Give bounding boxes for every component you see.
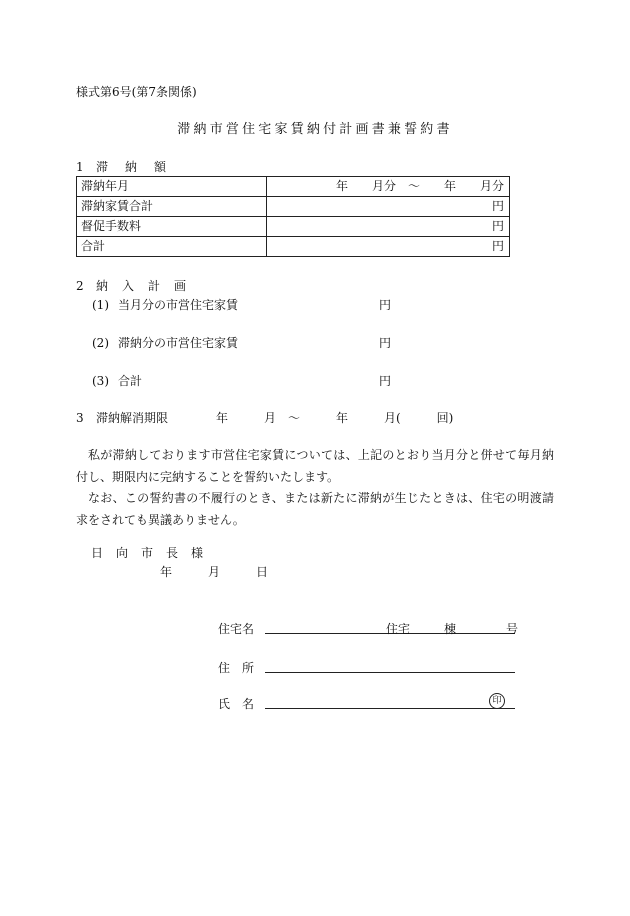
- name-label: 氏 名: [218, 697, 255, 711]
- plan-item-label: 滞納分の市営住宅家賃: [118, 336, 239, 350]
- housing-name-label: 住宅名: [218, 622, 255, 636]
- plan-item: [92, 375, 412, 389]
- name-field[interactable]: [218, 693, 518, 711]
- section1-heading: [76, 161, 183, 173]
- plan-item-number: (3): [92, 374, 109, 388]
- arrears-table: [76, 176, 510, 257]
- plan-item-label: 合計: [118, 374, 143, 388]
- row-label: 督促手数料: [77, 217, 267, 237]
- section2-title: 納入計画: [96, 279, 201, 293]
- pledge-paragraph-1: 私が滞納しております市営住宅家賃については、上記のとおり当月分と併せて毎月納付し、期限内に完納することを誓約いたします。: [76, 448, 554, 484]
- plan-item-unit[interactable]: 円: [379, 298, 392, 312]
- row-label: 滞納年月: [77, 177, 267, 197]
- row-label: 滞納家賃合計: [77, 197, 267, 217]
- plan-item: [92, 337, 412, 351]
- underline: [265, 708, 515, 709]
- plan-item-unit[interactable]: 円: [379, 336, 392, 350]
- building-suffix: 棟: [444, 622, 457, 636]
- section1-title: 滞納額: [96, 160, 184, 174]
- document-title: 滞納市営住宅家賃納付計画書兼誓約書: [177, 122, 453, 137]
- form-number: 様式第6号(第7条関係): [76, 85, 197, 99]
- pledge-text: [76, 445, 554, 531]
- row-label: 合計: [77, 237, 267, 257]
- row-value-fee[interactable]: 円: [267, 217, 510, 237]
- table-row: [77, 237, 510, 257]
- plan-item-number: (2): [92, 336, 109, 350]
- housing-suffix: 住宅: [386, 622, 411, 636]
- pledge-paragraph-2: なお、この誓約書の不履行のとき、または新たに滞納が生じたときは、住宅の明渡請求をされても異議ありません。: [76, 491, 554, 527]
- table-row: [77, 177, 510, 197]
- section1-number: 1: [76, 160, 84, 174]
- row-value-total[interactable]: 円: [267, 237, 510, 257]
- address-field[interactable]: [218, 657, 518, 675]
- seal-icon: 印: [489, 693, 505, 709]
- underline: [265, 672, 515, 673]
- date-line[interactable]: 年 月 日: [160, 565, 269, 579]
- row-value-rent-total[interactable]: 円: [267, 197, 510, 217]
- section2-number: 2: [76, 279, 84, 293]
- plan-item-unit[interactable]: 円: [379, 374, 392, 388]
- table-row: [77, 197, 510, 217]
- section3-number: 3: [76, 411, 84, 425]
- address-label: 住 所: [218, 661, 255, 675]
- section2-heading: [76, 280, 200, 292]
- plan-item-number: (1): [92, 298, 109, 312]
- housing-name-field[interactable]: [218, 618, 518, 636]
- section3-deadline: [76, 412, 453, 424]
- plan-item: [92, 299, 412, 313]
- row-value-period[interactable]: 年 月分 ～ 年 月分: [267, 177, 510, 197]
- section3-text[interactable]: 滞納解消期限 年 月 ～ 年 月( 回): [96, 411, 454, 425]
- plan-item-label: 当月分の市営住宅家賃: [118, 298, 239, 312]
- table-row: [77, 217, 510, 237]
- room-suffix: 号: [506, 622, 519, 636]
- addressee: 日向市長様: [91, 546, 217, 560]
